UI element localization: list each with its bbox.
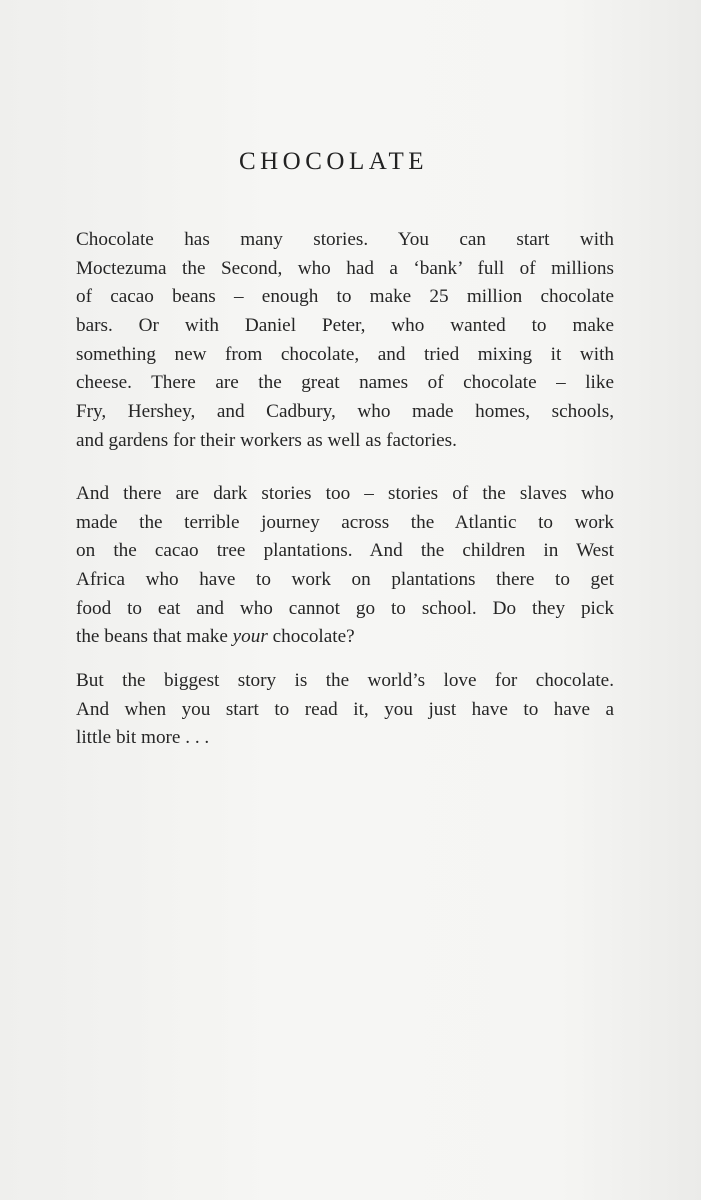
text-line [76,623,614,652]
paragraph-2 [76,480,614,652]
text-line: But the biggest story is the world’s love for chocolate. [76,670,614,691]
emphasis-text: your [232,626,268,648]
text-line: made the terrible journey across the Atlantic to work [76,511,614,533]
text-segment: chocolate? [267,626,355,648]
text-line: on the cacao tree plantations. And the children in West [76,540,614,562]
text-line: little bit more . . . [76,727,210,749]
text-line: bars. Or with Daniel Peter, who wanted to make [76,315,614,337]
text-line: And when you start to read it, you just have to have a [76,698,614,720]
paragraph-3 [76,667,614,753]
text-line: Chocolate has many stories. You can start with [76,229,614,250]
text-line: Moctezuma the Second, who had a ‘bank’ full of millions [76,257,614,279]
chapter-title: CHOCOLATE [238,148,429,175]
text-segment: the beans that make [76,626,233,648]
text-line: And there are dark stories too – stories of the slaves who [76,483,614,504]
text-line: and gardens for their workers as well as factories. [76,429,457,451]
text-line: food to eat and who cannot go to school. Do they pick [76,597,614,619]
text-line: Africa who have to work on plantations there to get [76,569,614,591]
text-line: cheese. There are the great names of chocolate – like [76,372,614,394]
paragraph-1 [76,226,614,456]
text-line: Fry, Hershey, and Cadbury, who made homes, schools, [76,401,614,423]
text-line: something new from chocolate, and tried mixing it with [76,343,614,365]
text-line: of cacao beans – enough to make 25 million chocolate [76,286,614,308]
